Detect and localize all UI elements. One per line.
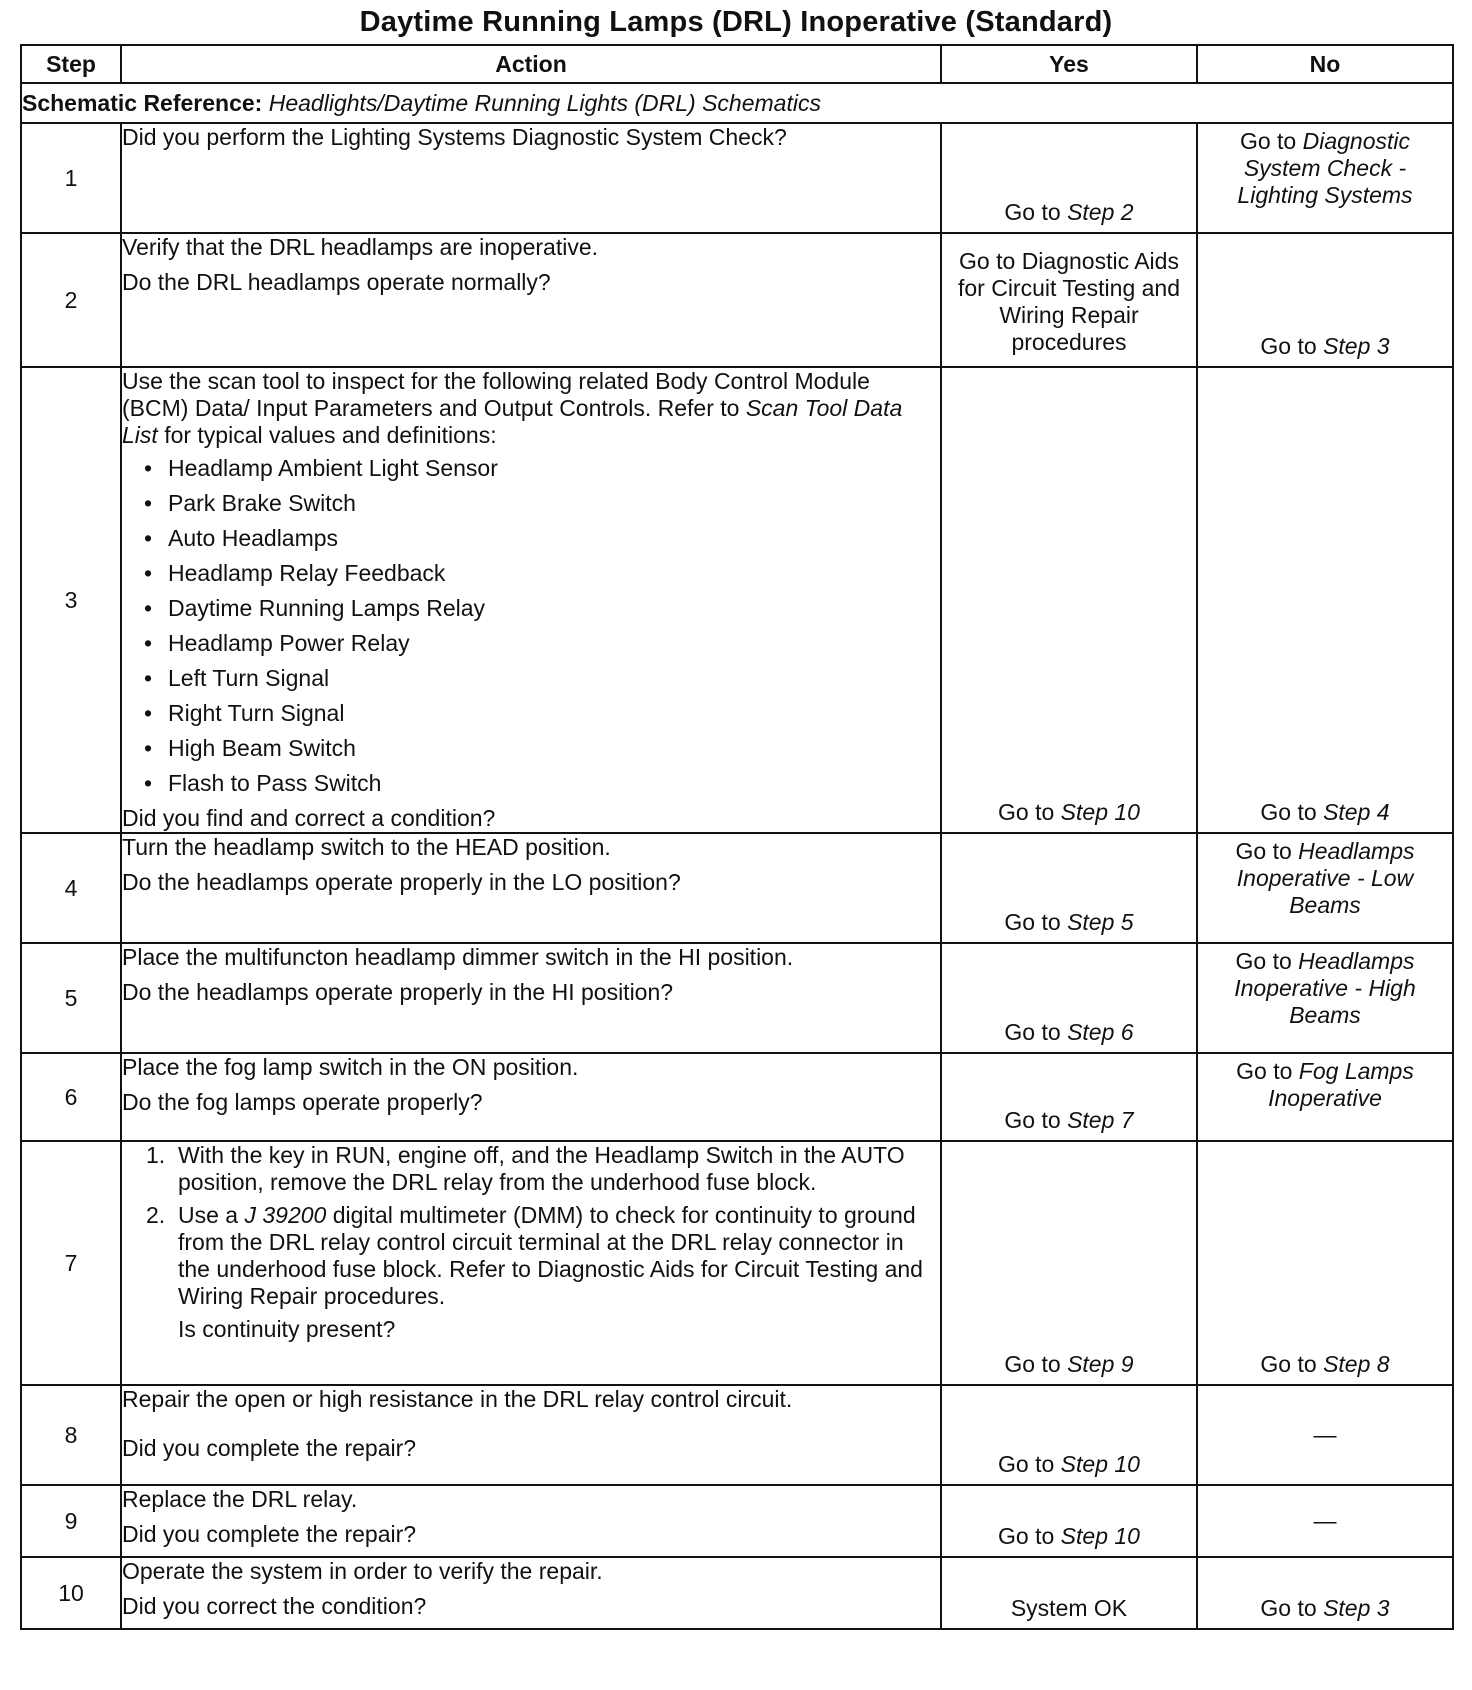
table-row: [21, 123, 1453, 233]
table-row: [21, 1485, 1453, 1557]
step-number: 8: [21, 1385, 121, 1485]
yes-cell: [941, 943, 1197, 1053]
yes-cell: [941, 833, 1197, 943]
no-step-link[interactable]: Headlamps Inoperative - High Beams: [1234, 948, 1416, 1028]
action-text: Replace the DRL relay.: [122, 1486, 358, 1512]
action-cell: [121, 833, 941, 943]
yes-step-link[interactable]: Step 10: [1060, 1523, 1140, 1549]
no-cell: [1197, 833, 1453, 943]
schematic-row: [21, 83, 1453, 123]
header-yes: Yes: [941, 45, 1197, 83]
action-text: Turn the headlamp switch to the HEAD position.: [122, 834, 611, 860]
schematic-reference: [21, 83, 1453, 123]
list-item: • Left Turn Signal: [144, 665, 330, 691]
action-cell: [121, 1053, 941, 1141]
action-text: Place the multifuncton headlamp dimmer switch in the HI position.: [122, 944, 794, 970]
no-step-link[interactable]: Step 3: [1323, 333, 1390, 359]
yes-step-link[interactable]: Step 2: [1067, 199, 1134, 225]
no-cell: [1197, 943, 1453, 1053]
action-question: Do the DRL headlamps operate normally?: [122, 269, 551, 295]
action-question: Did you find and correct a condition?: [122, 805, 496, 831]
yes-prefix: Go to: [998, 1523, 1055, 1549]
yes-cell: [941, 1557, 1197, 1629]
action-question: Did you complete the repair?: [122, 1435, 417, 1461]
action-cell: [121, 367, 941, 833]
no-prefix: Go to: [1260, 333, 1317, 359]
yes-prefix: Go to: [1004, 1351, 1061, 1377]
procedure-list: [122, 1142, 940, 1310]
header-row: [21, 45, 1453, 83]
yes-prefix: Go to: [1004, 199, 1061, 225]
parameter-list: [122, 455, 940, 797]
step-number: 3: [21, 367, 121, 833]
table-row: [21, 1557, 1453, 1629]
table-row: [21, 367, 1453, 833]
yes-step-link[interactable]: Step 7: [1067, 1107, 1134, 1133]
list-item: • Park Brake Switch: [144, 490, 356, 516]
action-text: Operate the system in order to verify the repair.: [122, 1558, 603, 1584]
yes-prefix: Go to: [998, 1451, 1055, 1477]
step-number: 10: [21, 1557, 121, 1629]
yes-step-link[interactable]: Step 6: [1067, 1019, 1134, 1045]
yes-prefix: Go to: [1004, 1019, 1061, 1045]
action-cell: [121, 1485, 941, 1557]
action-cell: [121, 1385, 941, 1485]
step-number: 6: [21, 1053, 121, 1141]
yes-text[interactable]: Go to Diagnostic Aids for Circuit Testing and Wiring Repair procedures: [957, 248, 1180, 355]
yes-cell: [941, 1485, 1197, 1557]
list-item: • Headlamp Power Relay: [144, 630, 410, 656]
list-item: • Headlamp Ambient Light Sensor: [144, 455, 498, 481]
yes-prefix: Go to: [1004, 1107, 1061, 1133]
table-row: [21, 233, 1453, 367]
yes-text: System OK: [1010, 1595, 1128, 1621]
yes-cell: [941, 123, 1197, 233]
yes-cell: [941, 1385, 1197, 1485]
list-item: • Right Turn Signal: [144, 700, 345, 726]
no-step-link[interactable]: Step 8: [1323, 1351, 1390, 1377]
action-cell: [121, 943, 941, 1053]
page-title: Daytime Running Lamps (DRL) Inoperative (Standard): [359, 6, 1113, 38]
no-prefix: Go to: [1260, 1351, 1317, 1377]
action-text: Use the scan tool to inspect for the following related Body Control Module (BCM) Data/ Input Parameters and Output Controls. Refer to: [122, 368, 870, 421]
table-row: [21, 1385, 1453, 1485]
no-step-link[interactable]: Step 3: [1323, 1595, 1390, 1621]
no-step-link[interactable]: Fog Lamps Inoperative: [1268, 1058, 1414, 1111]
action-question: Is continuity present?: [178, 1316, 396, 1342]
no-dash: —: [1313, 1421, 1337, 1448]
yes-step-link[interactable]: Step 10: [1060, 799, 1140, 825]
no-cell: [1197, 1385, 1453, 1485]
no-step-link[interactable]: Diagnostic System Check - Lighting Systems: [1237, 128, 1413, 208]
no-cell: [1197, 1557, 1453, 1629]
action-question: Did you complete the repair?: [122, 1521, 417, 1547]
action-cell: [121, 1557, 941, 1629]
no-prefix: Go to: [1260, 1595, 1317, 1621]
table-row: [21, 833, 1453, 943]
header-step: Step: [21, 45, 121, 83]
yes-prefix: Go to: [1004, 909, 1061, 935]
yes-cell: [941, 1053, 1197, 1141]
action-text: Place the fog lamp switch in the ON position.: [122, 1054, 579, 1080]
no-step-link[interactable]: Headlamps Inoperative - Low Beams: [1236, 838, 1415, 918]
no-prefix: Go to: [1235, 948, 1292, 974]
no-cell: [1197, 1053, 1453, 1141]
no-prefix: Go to: [1260, 799, 1317, 825]
table-row: [21, 1141, 1453, 1385]
table-row: [21, 943, 1453, 1053]
list-item: • Headlamp Relay Feedback: [144, 560, 446, 586]
step-number: 1: [21, 123, 121, 233]
yes-cell: [941, 367, 1197, 833]
action-intro: [122, 368, 940, 449]
action-question: Did you correct the condition?: [122, 1593, 427, 1619]
step-number: 9: [21, 1485, 121, 1557]
yes-step-link[interactable]: Step 9: [1067, 1351, 1134, 1377]
action-text: Repair the open or high resistance in the DRL relay control circuit.: [122, 1386, 793, 1412]
yes-cell: [941, 1141, 1197, 1385]
action-text: Verify that the DRL headlamps are inoperative.: [122, 234, 599, 260]
no-dash: —: [1313, 1507, 1337, 1534]
list-item: • Auto Headlamps: [144, 525, 339, 551]
step-number: 2: [21, 233, 121, 367]
action-text: Did you perform the Lighting Systems Diagnostic System Check?: [122, 124, 787, 150]
yes-cell: [941, 233, 1197, 367]
list-item: • High Beam Switch: [144, 735, 356, 761]
list-item: 2. Use a J 39200 digital multimeter (DMM) to check for continuity to ground from the DRL relay control circuit terminal at the DRL relay connector in the underhood fuse block. Refer to Diagnostic Aids for Circuit Testing and Wiring Repair procedures.: [146, 1202, 923, 1309]
tool-reference: J 39200: [244, 1202, 327, 1228]
list-item: • Flash to Pass Switch: [144, 770, 382, 796]
schematic-label: Schematic Reference:: [22, 89, 263, 116]
no-prefix: Go to: [1236, 1058, 1293, 1084]
action-cell: [121, 1141, 941, 1385]
no-step-link[interactable]: Step 4: [1323, 799, 1390, 825]
no-cell: [1197, 1485, 1453, 1557]
no-cell: [1197, 123, 1453, 233]
action-cell: [121, 123, 941, 233]
no-cell: [1197, 367, 1453, 833]
yes-step-link[interactable]: Step 5: [1067, 909, 1134, 935]
action-question: Do the fog lamps operate properly?: [122, 1089, 483, 1115]
no-cell: [1197, 233, 1453, 367]
no-prefix: Go to: [1239, 128, 1297, 154]
action-question: Do the headlamps operate properly in the HI position?: [122, 979, 674, 1005]
no-prefix: Go to: [1235, 838, 1292, 864]
header-action: Action: [121, 45, 941, 83]
step-number: 4: [21, 833, 121, 943]
yes-step-link[interactable]: Step 10: [1060, 1451, 1140, 1477]
list-item: 1. With the key in RUN, engine off, and the Headlamp Switch in the AUTO position, remove the DRL relay from the underhood fuse block.: [146, 1142, 905, 1195]
step-number: 7: [21, 1141, 121, 1385]
no-cell: [1197, 1141, 1453, 1385]
action-text: for typical values and definitions:: [164, 422, 497, 448]
action-cell: [121, 233, 941, 367]
list-item: • Daytime Running Lamps Relay: [144, 595, 486, 621]
scan-tool-data-list-link[interactable]: Scan Tool Data List: [122, 395, 903, 448]
yes-prefix: Go to: [998, 799, 1055, 825]
action-question: Do the headlamps operate properly in the LO position?: [122, 869, 681, 895]
header-no: No: [1197, 45, 1453, 83]
step-number: 5: [21, 943, 121, 1053]
schematic-link[interactable]: Headlights/Daytime Running Lights (DRL) Schematics: [268, 89, 821, 116]
diagnostic-table: [20, 44, 1454, 1630]
table-row: [21, 1053, 1453, 1141]
